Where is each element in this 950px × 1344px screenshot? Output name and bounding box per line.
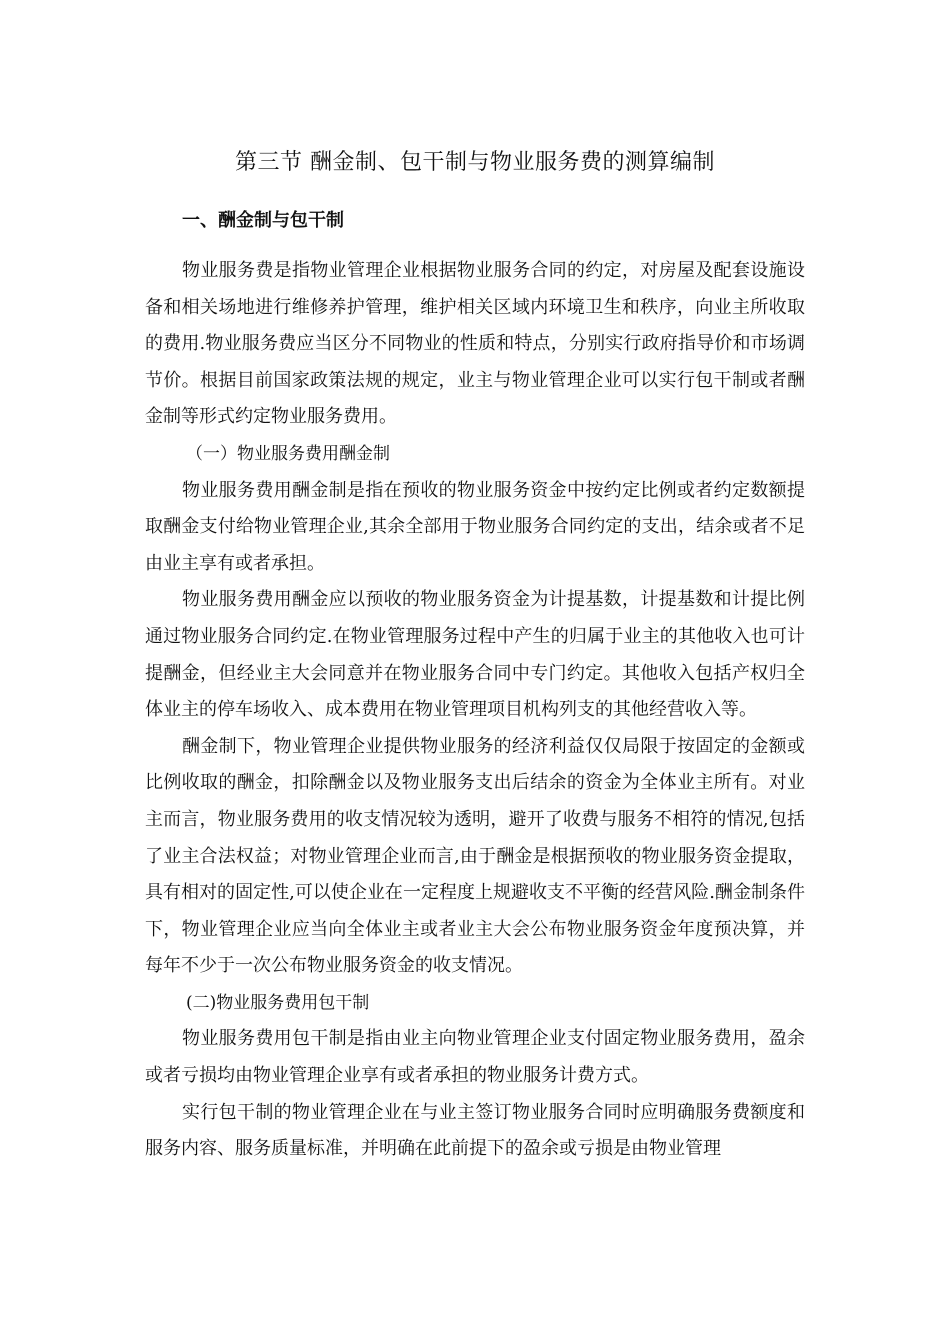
paragraph: 实行包干制的物业管理企业在与业主签订物业服务合同时应明确服务费额度和服务内容、服务质量标准，并明确在此前提下的盈余或亏损是由物业管理 <box>145 1101 805 1160</box>
paragraph: 物业服务费是指物业管理企业根据物业服务合同的约定，对房屋及配套设施设备和相关场地进行维修养护管理，维护相关区域内环境卫生和秩序，向业主所收取的费用.物业服务费应当区分不同物业的性质和特点，分别实行政府指导价和市场调节价。根据目前国家政策法规的规定，业主与物业管理企业可以实行包干制或者酬金制等形式约定物业服务费用。 <box>145 260 805 428</box>
paragraph: 物业服务费用酬金制是指在预收的物业服务资金中按约定比例或者约定数额提取酬金支付给物业管理企业,其余全部用于物业服务合同约定的支出，结余或者不足由业主享有或者承担。 <box>145 479 805 574</box>
subsection-heading: （一）物业服务费用酬金制 <box>186 443 390 464</box>
page-title: 第三节 酬金制、包干制与物业服务费的测算编制 <box>235 150 715 175</box>
section-heading: 一、酬金制与包干制 <box>182 210 344 231</box>
paragraph: 物业服务费用包干制是指由业主向物业管理企业支付固定物业服务费用，盈余或者亏损均由物业管理企业享有或者承担的物业服务计费方式。 <box>145 1028 805 1087</box>
body-text <box>145 253 805 1168</box>
subsection-heading: (二)物业服务费用包干制 <box>186 992 370 1013</box>
paragraph: 物业服务费用酬金应以预收的物业服务资金为计提基数，计提基数和计提比例通过物业服务合同约定.在物业管理服务过程中产生的归属于业主的其他收入也可计提酬金，但经业主大会同意并在物业服务合同中专门约定。其他收入包括产权归全体业主的停车场收入、成本费用在物业管理项目机构列支的其他经营收入等。 <box>145 589 805 721</box>
paragraph: 酬金制下，物业管理企业提供物业服务的经济利益仅仅局限于按固定的金额或比例收取的酬金，扣除酬金以及物业服务支出后结余的资金为全体业主所有。对业主而言，物业服务费用的收支情况较为透明，避开了收费与服务不相符的情况,包括了业主合法权益；对物业管理企业而言,由于酬金是根据预收的物业服务资金提取，具有相对的固定性,可以使企业在一定程度上规避收支不平衡的经营风险.酬金制条件下，物业管理企业应当向全体业主或者业主大会公布物业服务资金年度预决算，并每年不少于一次公布物业服务资金的收支情况。 <box>145 735 805 977</box>
